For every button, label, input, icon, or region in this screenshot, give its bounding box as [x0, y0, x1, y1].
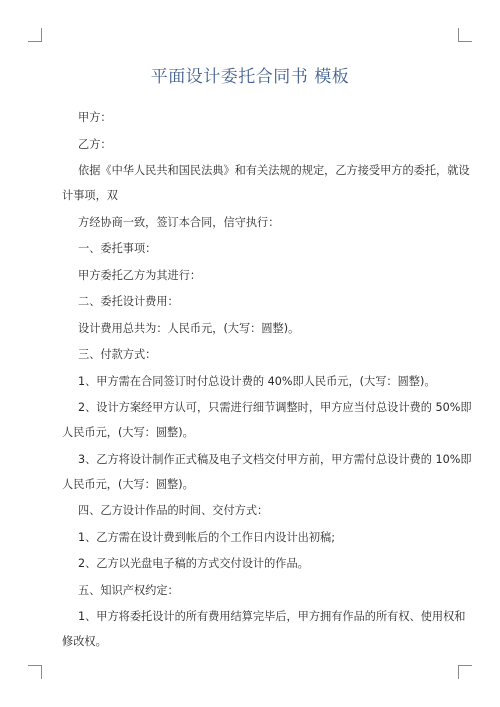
- paragraph-line: 2、设计方案经甲方认可，只需进行细节调整时，甲方应当付总设计费的 50%即: [78, 401, 472, 414]
- paragraph: [62, 268, 440, 284]
- paragraph-line: 修改权。: [62, 635, 107, 648]
- paragraph-line: 计事项，双: [62, 189, 118, 202]
- paragraph-line: 二、委托设计费用：: [78, 295, 179, 308]
- paragraph: [62, 241, 440, 257]
- paragraph: [62, 400, 472, 441]
- paragraph-line: 甲方委托乙方为其进行：: [78, 268, 202, 282]
- paragraph-line: 四、乙方设计作品的时间、交付方式：: [78, 504, 269, 517]
- corner-mark-bottom-right: [458, 665, 472, 679]
- paragraph: [62, 452, 472, 493]
- corner-mark-top-left: [28, 28, 42, 42]
- paragraph-line: 1、乙方需在设计费到帐后的个工作日内设计出初稿;: [78, 530, 336, 544]
- paragraph-line: 1、甲方将委托设计的所有费用结算完毕后，甲方拥有作品的所有权、使用权和: [78, 610, 466, 623]
- paragraph-line: 人民币元，(大写：圆整)。: [62, 477, 194, 491]
- paragraph-line: 一、委托事项：: [78, 242, 157, 255]
- paragraph: [62, 530, 440, 546]
- paragraph-line: 2、乙方以光盘电子稿的方式交付设计的作品。: [78, 557, 309, 570]
- paragraph: [62, 110, 440, 126]
- paragraph-line: 3、乙方将设计制作正式稿及电子文档交付甲方前，甲方需付总设计费的 10%即: [78, 452, 472, 466]
- paragraph-line: 人民币元，(大写：圆整)。: [62, 426, 194, 439]
- corner-mark-bottom-left: [28, 665, 42, 679]
- paragraph: [62, 503, 440, 519]
- paragraph-line: 甲方：: [78, 111, 112, 124]
- paragraph: [62, 556, 440, 572]
- paragraph-line: 五、知识产权约定：: [78, 583, 179, 597]
- paragraph-line: 三、付款方式：: [78, 348, 157, 361]
- paragraph: [62, 215, 440, 231]
- paragraph-line: 乙方：: [78, 137, 112, 151]
- corner-mark-top-right: [458, 28, 472, 42]
- document-body: [62, 110, 472, 661]
- paragraph: [62, 321, 440, 337]
- paragraph-line: 方经协商一致，签订本合同，信守执行：: [78, 215, 280, 229]
- paragraph: [62, 347, 440, 363]
- paragraph-line: 设计费用总共为：人民币元，(大写：圆整)。: [78, 321, 300, 335]
- paragraph: [62, 137, 440, 153]
- document-title: 平面设计委托合同书 模板: [150, 67, 350, 87]
- paragraph: [62, 609, 466, 650]
- paragraph: [62, 163, 470, 204]
- paragraph: [62, 583, 440, 599]
- paragraph: [62, 294, 440, 310]
- paragraph: [62, 374, 440, 390]
- paragraph-line: 依据《中华人民共和国民法典》和有关法规的规定，乙方接受甲方的委托，就设: [78, 164, 470, 177]
- paragraph-line: 1、甲方需在合同签订时付总设计费的 40%即人民币元，(大写：圆整)。: [78, 374, 436, 388]
